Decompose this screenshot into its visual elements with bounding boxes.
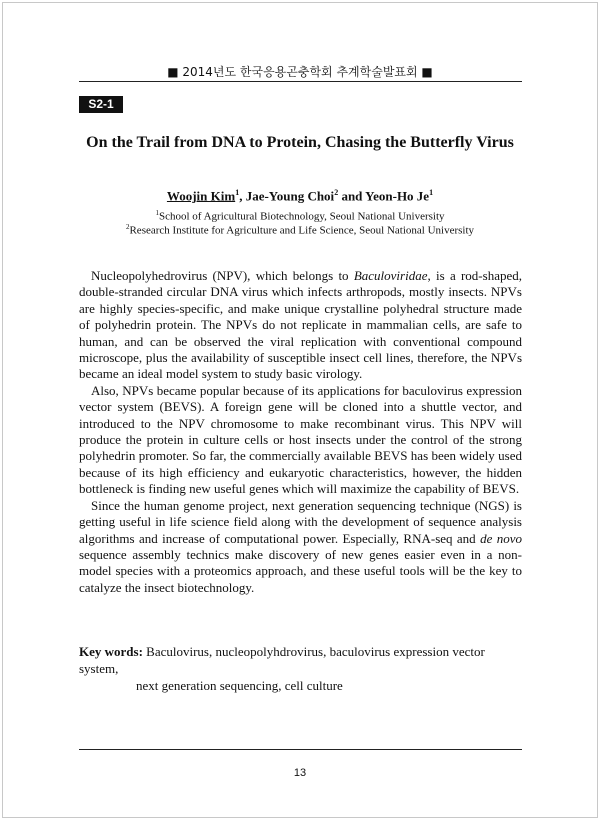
author-3: and Yeon-Ho Je <box>338 188 430 204</box>
affiliation-1-sup: 1 <box>155 209 159 217</box>
affiliation-2-text: Research Institute for Agriculture and Life Science, Seoul National University <box>129 224 475 237</box>
abstract-paragraph-2: Also, NPVs became popular because of its applications for baculovirus expression vector system (BEVS). A foreign gene will be cloned into a shuttle vector, and introduced to the NPV chromosome to make recombinant virus. This NPV will produce the protein in culture cells or host insects under the control of the strong polyhedrin promoter. So far, the commercially available BEVS has been widely used because of its high efficiency and eukaryotic characteristics, however, the hidden bottleneck is finding new useful genes which will maximize the capability of BEVS. <box>79 382 522 497</box>
author-1-sup: 1 <box>235 188 240 197</box>
keywords-line-1: Baculovirus, nucleopolyhdrovirus, baculovirus expression vector system, <box>79 644 485 676</box>
abstract-p3-italic: de novo <box>480 530 522 546</box>
author-2: , Jae-Young Choi <box>239 188 335 204</box>
author-line <box>0 188 600 204</box>
abstract-paragraph-1 <box>79 268 522 383</box>
session-badge: S2-1 <box>79 96 123 113</box>
affiliation-2 <box>0 223 600 237</box>
paper-title: On the Trail from DNA to Protein, Chasing the Butterfly Virus <box>86 134 514 151</box>
author-2-sup: 2 <box>334 188 339 197</box>
affiliation-1-text: School of Agricultural Biotechnology, Seoul National University <box>158 210 445 223</box>
conference-header: ■ 2014년도 한국응용곤충학회 추계학술발표회 ■ <box>167 65 433 79</box>
abstract-p1-text-a: Nucleopolyhedrovirus (NPV), which belongs to <box>91 268 354 283</box>
header-rule <box>79 81 522 82</box>
abstract-paragraph-3 <box>79 498 522 596</box>
page-number: 13 <box>293 767 307 779</box>
abstract-p3-text-b: sequence assembly technics make discovery of new genes easier even in a non-model species with a proteomics approach, and these useful tools will be the key to catalyze the insect biotechnology. <box>79 546 522 595</box>
author-3-sup: 1 <box>429 188 434 197</box>
keywords-line-2: next generation sequencing, cell culture <box>136 678 343 693</box>
affiliation-2-sup: 2 <box>125 223 130 231</box>
abstract-p1-text-b: , is a rod-shaped, double-stranded circular DNA virus which infects arthropods, mostly insects. NPVs are highly species-specific, and make unique crystalline polyhedral structure made of polyhedrin protein. The NPVs do not replicate in mammalian cells, are safe to human, and can be observed the viral replication with conventional compound microscope, plus the availability of susceptible insect cell lines, therefore, the NPVs became an ideal model system to study basic virology. <box>79 268 522 382</box>
keywords-label: Key words: <box>79 644 143 659</box>
abstract-body <box>79 268 522 596</box>
keywords <box>79 643 522 694</box>
affiliation-1 <box>0 209 600 223</box>
abstract-p3-text-a: Since the human genome project, next generation sequencing technique (NGS) is getting useful in life science field along with the development of sequence analysis algorithms and increase of computational power. Especially, RNA-seq and <box>79 497 522 546</box>
footer-rule <box>79 749 522 750</box>
abstract-p1-italic: Baculoviridae <box>353 268 428 283</box>
author-1: Woojin Kim <box>166 188 236 204</box>
